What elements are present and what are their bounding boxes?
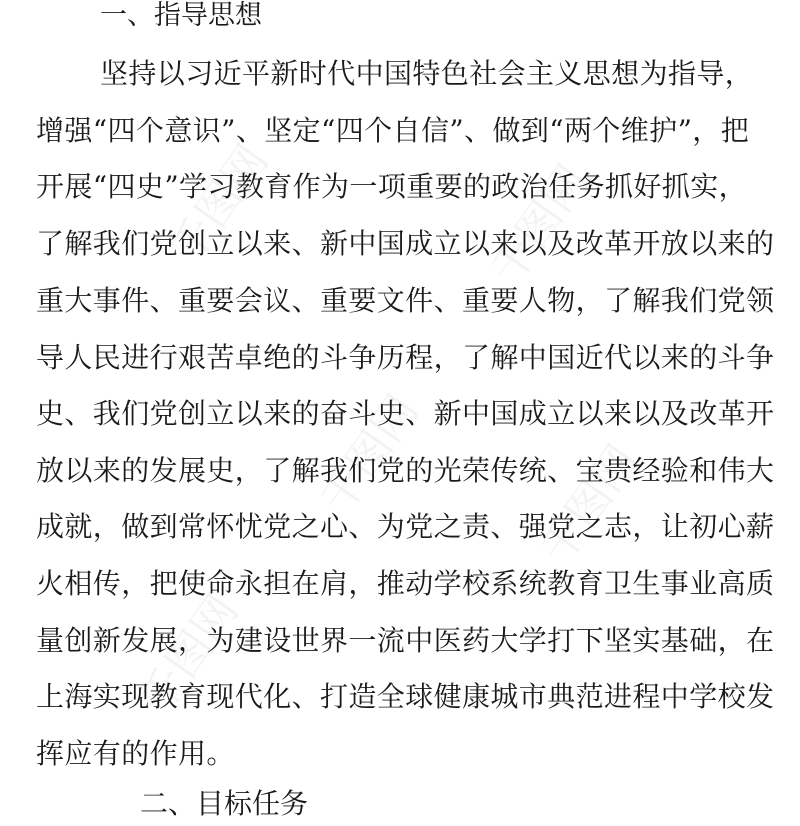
watermark: 千图网 (480, 155, 599, 294)
next-section-heading-clipped (140, 778, 309, 820)
paragraph-line-2: 增强“四个意识”、坚定“四个自信”、做到“两个维护”，把 (36, 114, 750, 147)
watermark: 千图网 (130, 585, 249, 724)
section-heading: 一、指导思想 (100, 0, 262, 31)
watermark: 千图网 (160, 135, 279, 274)
paragraph-line-10: 火相传，把使命永担在肩，推动学校系统教育卫生事业高质 (36, 567, 775, 600)
paragraph-line-13: 挥应有的作用。 (36, 737, 235, 770)
paragraph-line-6: 导人民进行艰苦卓绝的斗争历程，了解中国近代以来的斗争 (36, 341, 775, 374)
watermark: 千图网 (310, 385, 429, 524)
paragraph-line-3: 开展“四史”学习教育作为一项重要的政治任务抓好抓实， (36, 170, 748, 203)
paragraph-line-4: 了解我们党创立以来、新中国成立以来以及改革开放以来的 (36, 227, 775, 260)
paragraph-line-11: 量创新发展，为建设世界一流中医药大学打下坚实基础，在 (36, 624, 775, 657)
paragraph-line-9: 成就，做到常怀忧党之心、为党之责、强党之志，让初心薪 (36, 510, 775, 543)
watermark: 千图网 (530, 435, 649, 574)
paragraph-line-7: 史、我们党创立以来的奋斗史、新中国成立以来以及改革开 (36, 397, 775, 430)
paragraph-line-8: 放以来的发展史，了解我们党的光荣传统、宝贵经验和伟大 (36, 454, 775, 487)
paragraph-line-1: 坚持以习近平新时代中国特色社会主义思想为指导， (100, 57, 754, 90)
next-section-heading-text: 二、目标任务 (140, 787, 309, 820)
paragraph-line-12: 上海实现教育现代化、打造全球健康城市典范进程中学校发 (36, 680, 775, 713)
paragraph-line-5: 重大事件、重要会议、重要文件、重要人物，了解我们党领 (36, 284, 775, 317)
